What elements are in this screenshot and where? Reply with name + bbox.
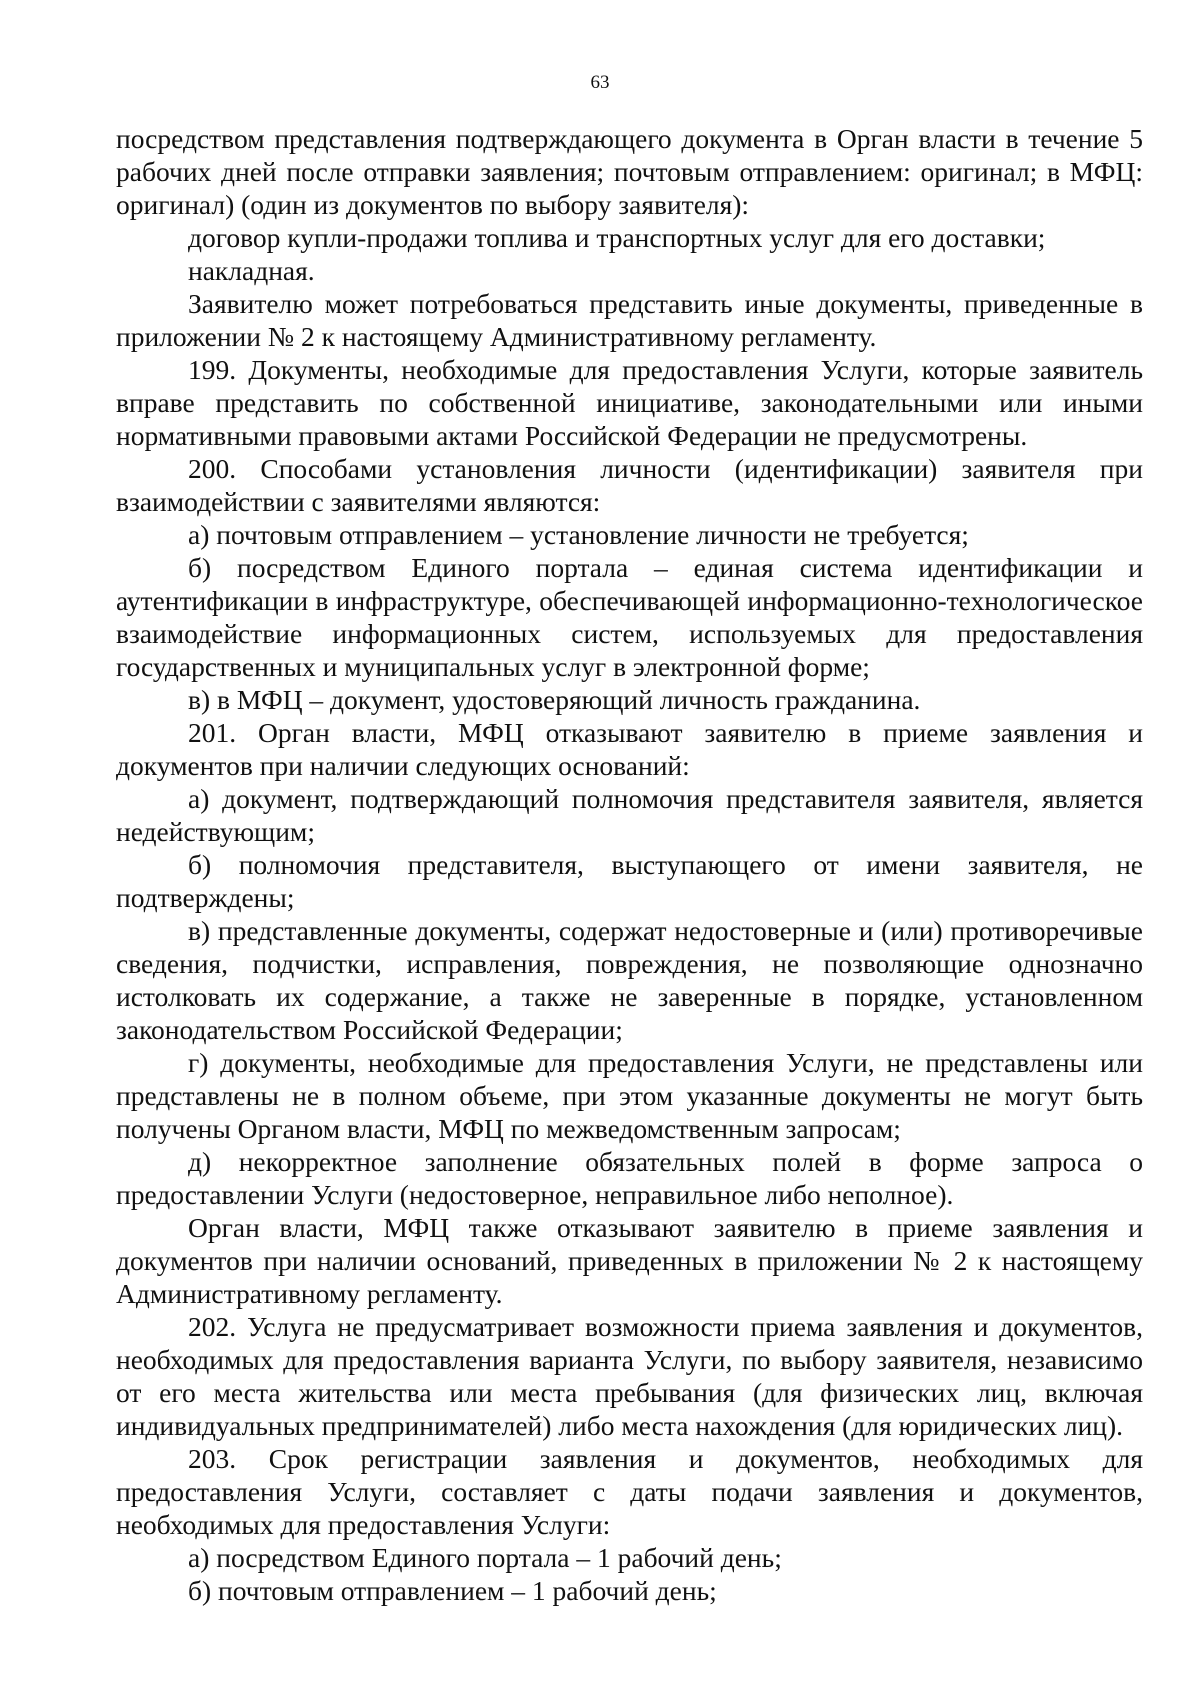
paragraph: Орган власти, МФЦ также отказывают заявителю в приеме заявления и документов при наличии оснований, приведенных в приложении № 2 к настоящему Административному регламенту. <box>116 1212 1143 1309</box>
paragraph: накладная. <box>188 255 315 286</box>
paragraph: б) почтовым отправлением – 1 рабочий день; <box>188 1575 717 1606</box>
paragraph: б) посредством Единого портала – единая система идентификации и аутентификации в инфраструктуре, обеспечивающей информационно-технологическое взаимодействие информационных систем, используемых для предоставления государственных и муниципальных услуг в электронной форме; <box>116 552 1143 682</box>
paragraph: 200. Способами установления личности (идентификации) заявителя при взаимодействии с заявителями являются: <box>116 453 1143 517</box>
paragraph: б) полномочия представителя, выступающего от имени заявителя, не подтверждены; <box>116 849 1143 913</box>
document-body <box>116 122 1143 1607</box>
paragraph: 201. Орган власти, МФЦ отказывают заявителю в приеме заявления и документов при наличии следующих оснований: <box>116 717 1143 781</box>
paragraph: в) в МФЦ – документ, удостоверяющий личность гражданина. <box>188 684 921 715</box>
paragraph: 202. Услуга не предусматривает возможности приема заявления и документов, необходимых для предоставления варианта Услуги, по выбору заявителя, независимо от его места жительства или места пребывания (для физических лиц, включая индивидуальных предпринимателей) либо места нахождения (для юридических лиц). <box>116 1311 1143 1441</box>
paragraph: посредством представления подтверждающего документа в Орган власти в течение 5 рабочих дней после отправки заявления; почтовым отправлением: оригинал; в МФЦ: оригинал) (один из документов по выбору заявителя): <box>116 123 1143 220</box>
paragraph: а) почтовым отправлением – установление личности не требуется; <box>188 519 969 550</box>
paragraph: д) некорректное заполнение обязательных полей в форме запроса о предоставлении Услуги (недостоверное, неправильное либо неполное). <box>116 1146 1143 1210</box>
paragraph: в) представленные документы, содержат недостоверные и (или) противоречивые сведения, подчистки, исправления, повреждения, не позволяющие однозначно истолковать их содержание, а также не заверенные в порядке, установленном законодательством Российской Федерации; <box>116 915 1143 1045</box>
paragraph: 199. Документы, необходимые для предоставления Услуги, которые заявитель вправе представить по собственной инициативе, законодательными или иными нормативными правовыми актами Российской Федерации не предусмотрены. <box>116 354 1143 451</box>
paragraph: а) посредством Единого портала – 1 рабочий день; <box>188 1542 782 1573</box>
page-number: 63 <box>590 72 610 93</box>
paragraph: а) документ, подтверждающий полномочия представителя заявителя, является недействующим; <box>116 783 1143 847</box>
paragraph: договор купли-продажи топлива и транспортных услуг для его доставки; <box>188 222 1046 253</box>
paragraph: г) документы, необходимые для предоставления Услуги, не представлены или представлены не в полном объеме, при этом указанные документы не могут быть получены Органом власти, МФЦ по межведомственным запросам; <box>116 1047 1143 1144</box>
paragraph: Заявителю может потребоваться представить иные документы, приведенные в приложении № 2 к настоящему Административному регламенту. <box>116 288 1143 352</box>
paragraph: 203. Срок регистрации заявления и документов, необходимых для предоставления Услуги, составляет с даты подачи заявления и документов, необходимых для предоставления Услуги: <box>116 1443 1143 1540</box>
